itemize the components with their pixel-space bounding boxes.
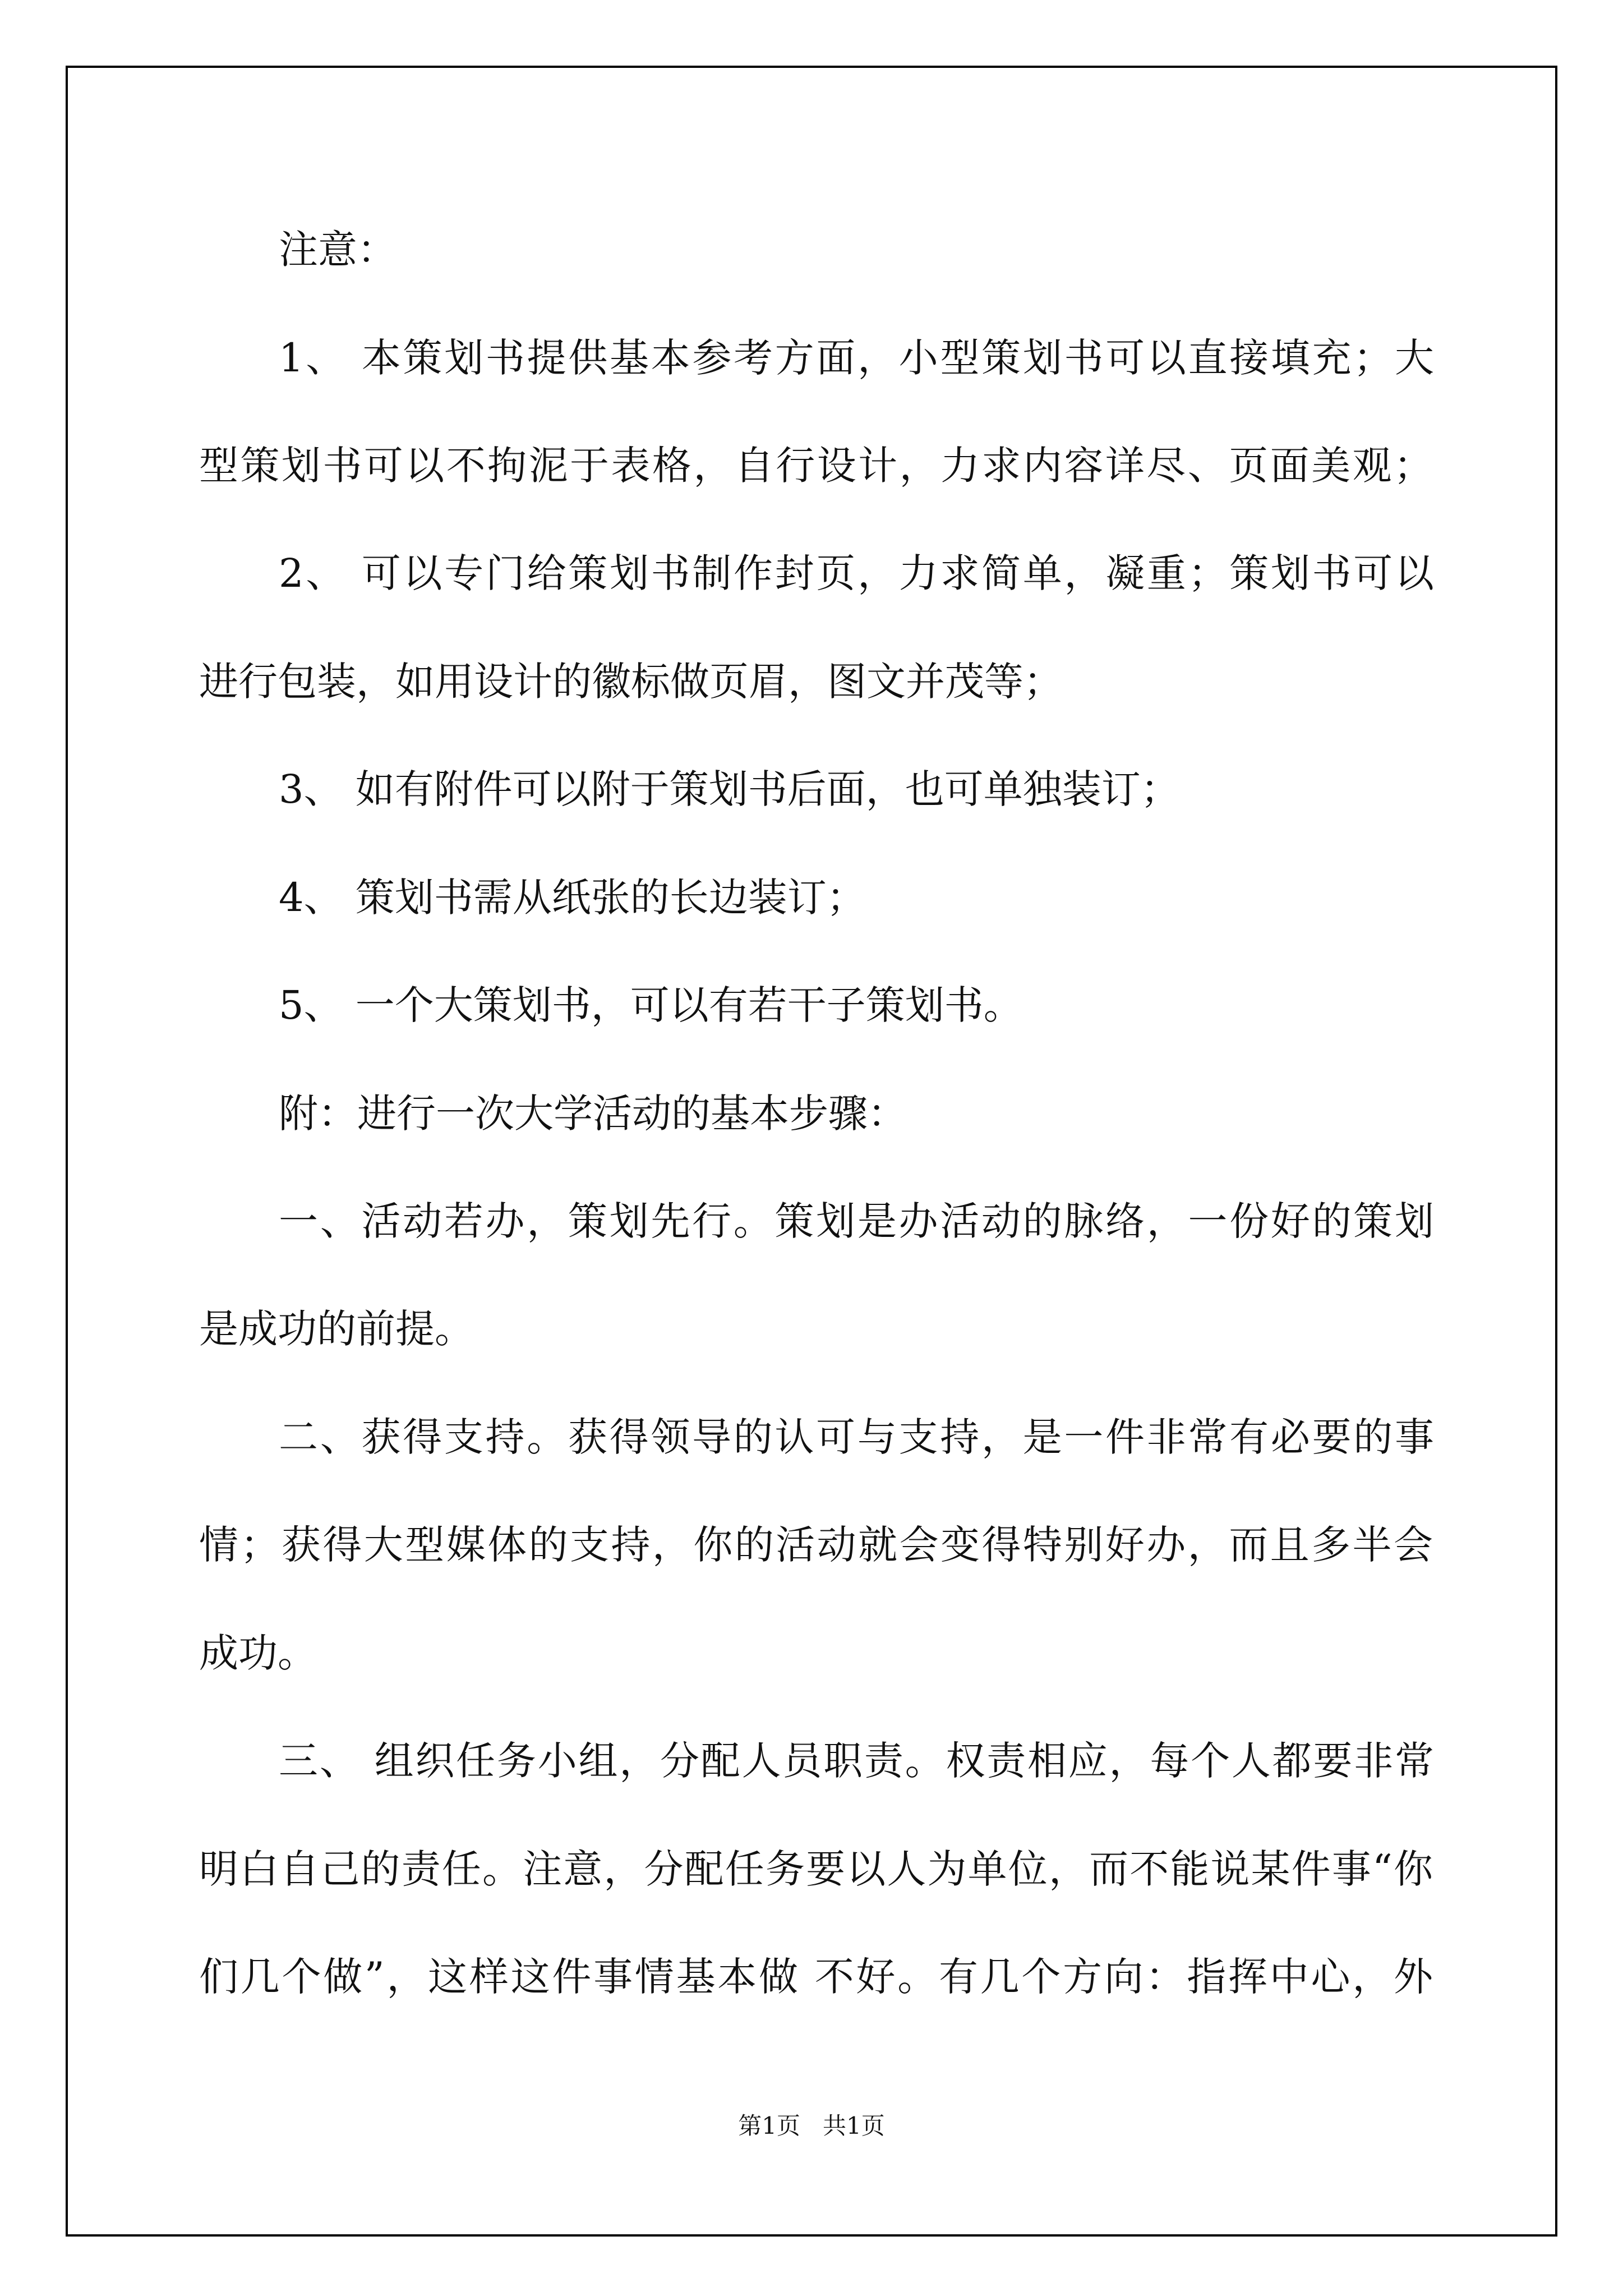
paragraph-line: 一、活动若办，策划先行。策划是办活动的脉络，一份好的策划	[279, 1198, 1434, 1244]
paragraph-line: 成功。	[199, 1630, 317, 1676]
paragraph-line: 明白自己的责任。注意，分配任务要以人为单位，而不能说某件事“你	[199, 1846, 1433, 1892]
paragraph-line: 4、 策划书需从纸张的长边装订；	[279, 875, 866, 921]
paragraph-line: 型策划书可以不拘泥于表格，自行设计，力求内容详尽、页面美观；	[199, 443, 1433, 489]
paragraph-line: 情；获得大型媒体的支持，你的活动就会变得特别好办，而且多半会	[199, 1522, 1433, 1568]
paragraph-line: 二、获得支持。获得领导的认可与支持，是一件非常有必要的事	[279, 1414, 1434, 1460]
page-border	[66, 66, 1557, 2237]
paragraph-line: 1、 本策划书提供基本参考方面，小型策划书可以直接填充；大	[279, 335, 1434, 381]
paragraph-line: 2、 可以专门给策划书制作封页，力求简单，凝重；策划书可以	[279, 550, 1434, 596]
paragraph-line: 是成功的前提。	[199, 1306, 474, 1352]
paragraph-line: 附：进行一次大学活动的基本步骤：	[279, 1091, 907, 1137]
page-footer: 第1页 共1页	[738, 2112, 885, 2139]
paragraph-line: 们几个做”，这样这件事情基本做 不好。有几个方向：指挥中心，外	[199, 1954, 1433, 2000]
paragraph-line: 注意：	[279, 227, 396, 273]
paragraph-line: 进行包装，如用设计的徽标做页眉，图文并茂等；	[199, 659, 1063, 705]
paragraph-line: 3、 如有附件可以附于策划书后面，也可单独装订；	[279, 766, 1180, 812]
paragraph-line: 三、 组织任务小组，分配人员职责。权责相应，每个人都要非常	[279, 1738, 1434, 1784]
paragraph-line: 5、 一个大策划书，可以有若干子策划书。	[279, 982, 1023, 1028]
